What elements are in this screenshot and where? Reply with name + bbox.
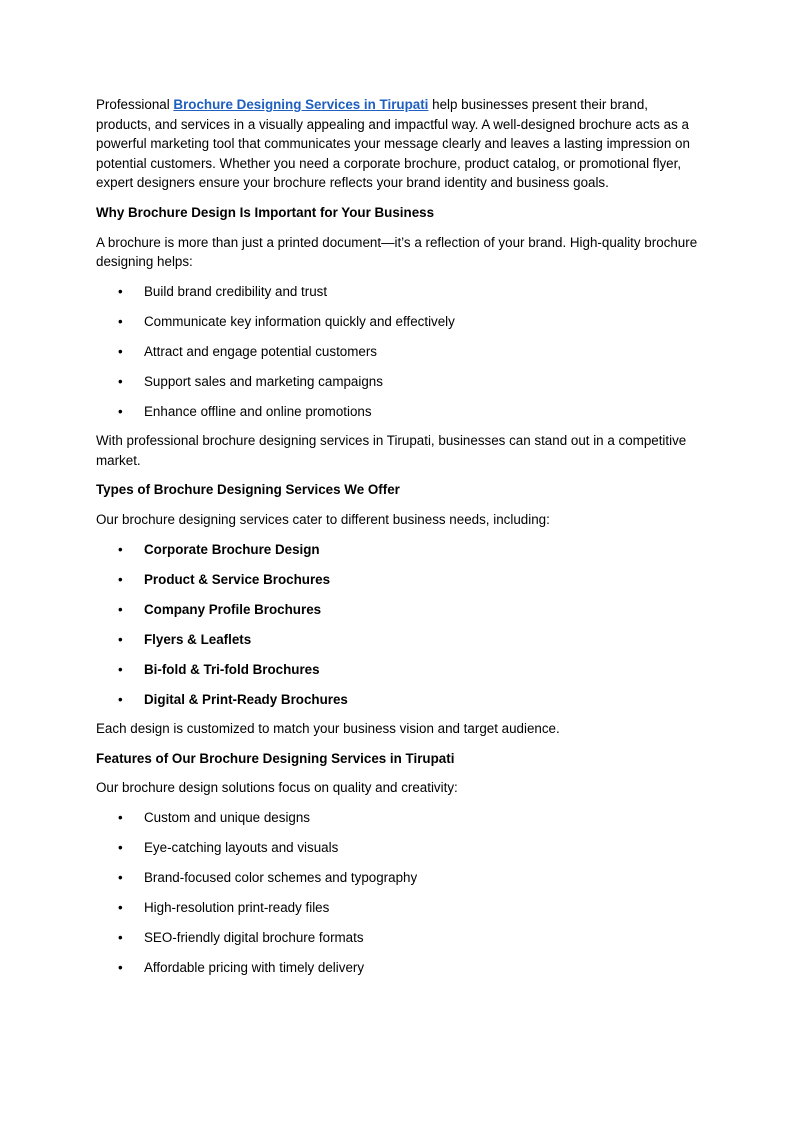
types-heading: Types of Brochure Designing Services We Offer bbox=[96, 482, 400, 498]
intro-paragraph bbox=[96, 95, 700, 193]
list-item: • Product & Service Brochures bbox=[96, 570, 700, 590]
why-heading: Why Brochure Design Is Important for Your Business bbox=[96, 204, 435, 220]
why-list bbox=[96, 282, 700, 422]
document-page bbox=[96, 95, 700, 987]
list-item: • Company Profile Brochures bbox=[96, 600, 700, 620]
list-item: • Flyers & Leaflets bbox=[96, 630, 700, 650]
bullet-icon: • bbox=[118, 899, 123, 915]
features-list bbox=[96, 808, 700, 978]
why-closing: With professional brochure designing services in Tirupati, businesses can stand out in a competitive market. bbox=[96, 433, 687, 468]
features-heading: Features of Our Brochure Designing Services in Tirupati bbox=[96, 750, 455, 766]
bullet-icon: • bbox=[118, 571, 123, 587]
bullet-icon: • bbox=[118, 601, 123, 617]
bullet-icon: • bbox=[118, 631, 123, 647]
types-closing: Each design is customized to match your business vision and target audience. bbox=[96, 721, 560, 737]
types-lead: Our brochure designing services cater to different business needs, including: bbox=[96, 512, 550, 528]
bullet-icon: • bbox=[118, 809, 123, 825]
list-item: • Build brand credibility and trust bbox=[96, 282, 700, 302]
why-lead: A brochure is more than just a printed document—it’s a reflection of your brand. High-quality brochure designing helps: bbox=[96, 234, 698, 270]
brochure-services-link[interactable]: Brochure Designing Services in Tirupati bbox=[173, 97, 429, 112]
list-item: • Bi-fold & Tri-fold Brochures bbox=[96, 660, 700, 680]
bullet-icon: • bbox=[118, 839, 123, 855]
list-item: • High-resolution print-ready files bbox=[96, 898, 700, 918]
bullet-icon: • bbox=[118, 283, 123, 299]
bullet-icon: • bbox=[118, 661, 123, 677]
list-item: • Affordable pricing with timely delivery bbox=[96, 958, 700, 978]
list-item: • Brand-focused color schemes and typography bbox=[96, 868, 700, 888]
list-item: • Attract and engage potential customers bbox=[96, 342, 700, 362]
list-item: • SEO-friendly digital brochure formats bbox=[96, 928, 700, 948]
intro-suffix: help businesses present their brand, products, and services in a visually appealing and impactful way. A well-designed brochure acts as a powerful marketing tool that communicates your message clearly and leaves a lasting impression on potential customers. Whether you need a corporate brochure, product catalog, or promotional flyer, expert designers ensure your brochure reflects your brand identity and business goals. bbox=[96, 97, 690, 191]
list-item: • Enhance offline and online promotions bbox=[96, 402, 700, 422]
bullet-icon: • bbox=[118, 541, 123, 557]
bullet-icon: • bbox=[118, 869, 123, 885]
list-item: • Digital & Print-Ready Brochures bbox=[96, 690, 700, 710]
list-item: • Eye-catching layouts and visuals bbox=[96, 838, 700, 858]
bullet-icon: • bbox=[118, 929, 123, 945]
list-item: • Communicate key information quickly and effectively bbox=[96, 312, 700, 332]
types-list bbox=[96, 540, 700, 710]
features-lead: Our brochure design solutions focus on quality and creativity: bbox=[96, 780, 458, 796]
intro-prefix: Professional bbox=[96, 97, 174, 112]
list-item: • Corporate Brochure Design bbox=[96, 540, 700, 560]
list-item: • Custom and unique designs bbox=[96, 808, 700, 828]
bullet-icon: • bbox=[118, 373, 123, 389]
bullet-icon: • bbox=[118, 959, 123, 975]
list-item: • Support sales and marketing campaigns bbox=[96, 372, 700, 392]
bullet-icon: • bbox=[118, 691, 123, 707]
bullet-icon: • bbox=[118, 313, 123, 329]
bullet-icon: • bbox=[118, 343, 123, 359]
bullet-icon: • bbox=[118, 403, 123, 419]
